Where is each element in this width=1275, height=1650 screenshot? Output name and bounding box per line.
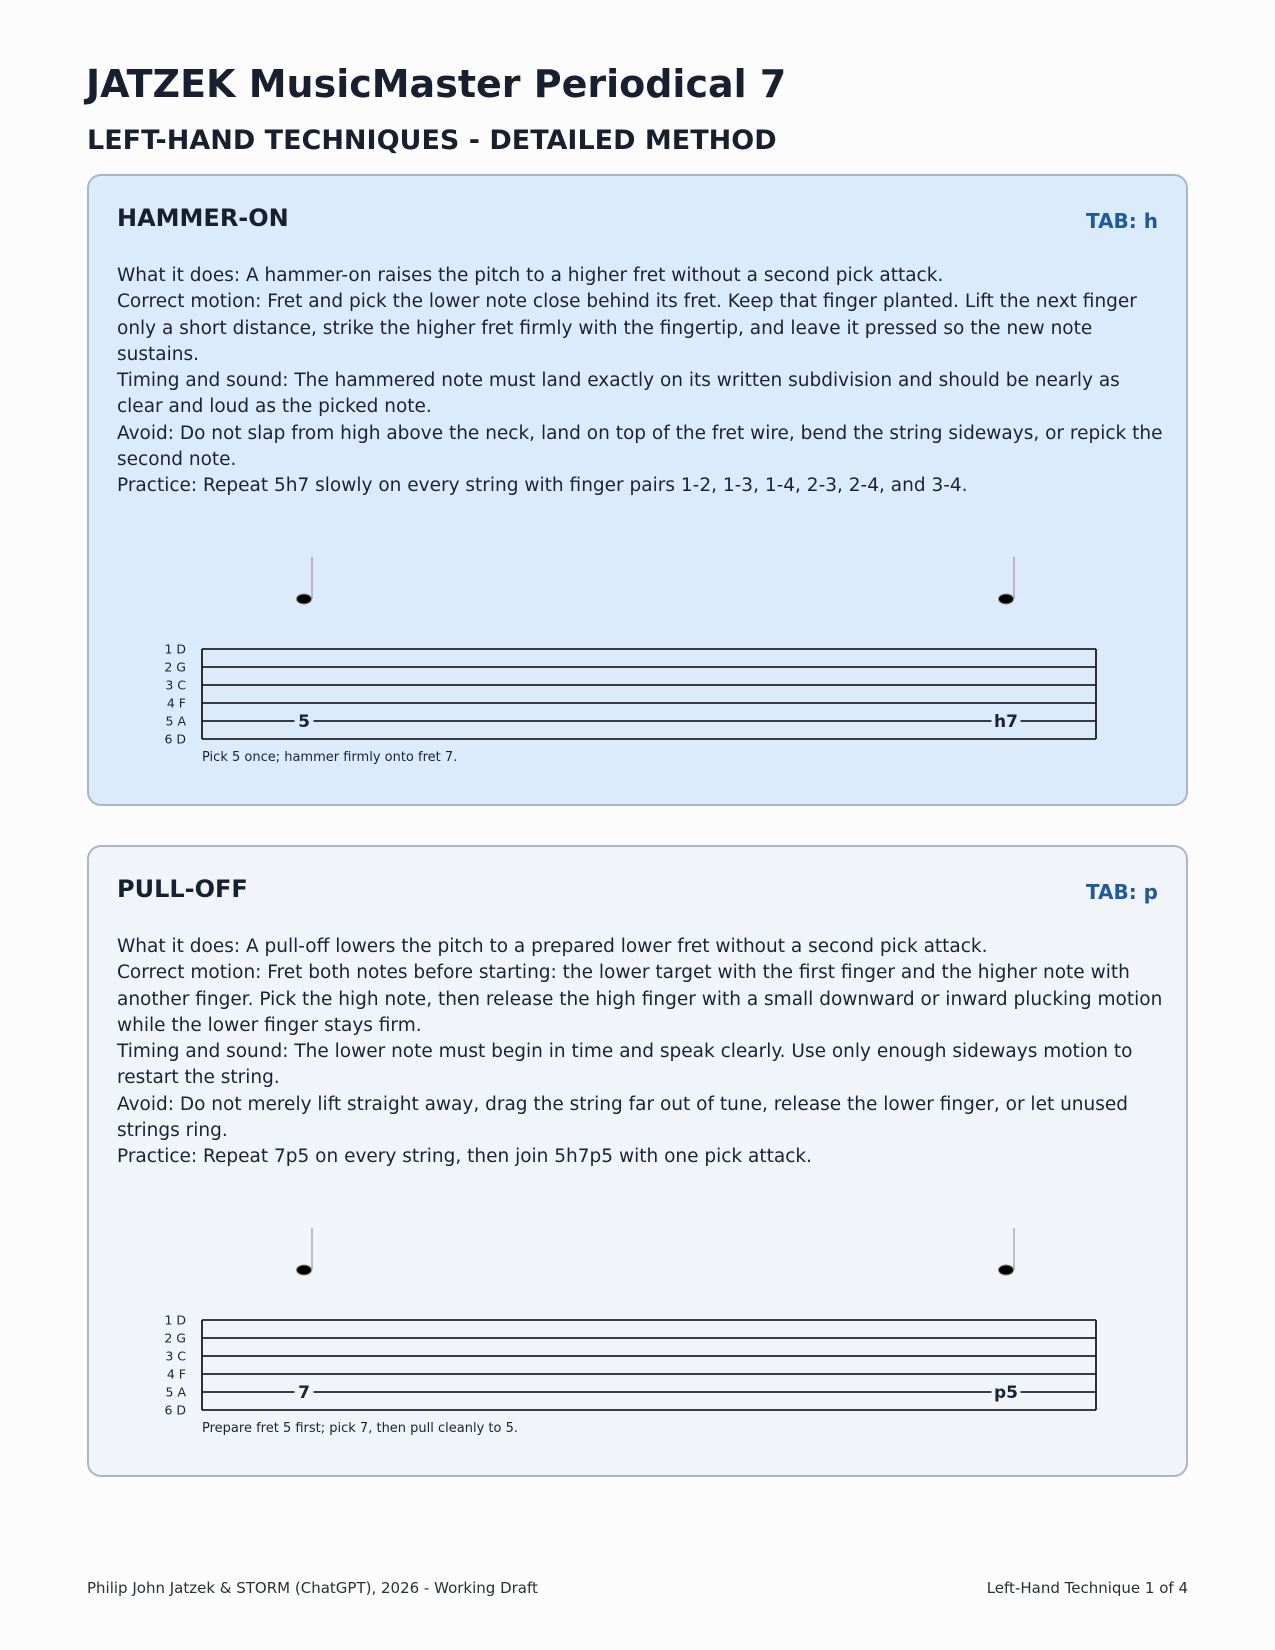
string-label: 2 G bbox=[164, 659, 186, 675]
tab-diagram bbox=[89, 1227, 1190, 1436]
description-paragraph: What it does: A pull-off lowers the pitch to a prepared lower fret without a second pick attack. bbox=[117, 936, 988, 957]
footer-credit: Philip John Jatzek & STORM (ChatGPT), 2026 - Working Draft bbox=[87, 1579, 538, 1597]
string-label: 1 D bbox=[164, 641, 186, 657]
string-label: 5 A bbox=[165, 713, 186, 729]
notehead-icon bbox=[297, 594, 312, 604]
avoid-paragraph: Avoid: Do not merely lift straight away, drag the string far out of tune, release the lower finger, or let unused strings ring. bbox=[117, 1093, 1129, 1142]
pull-off-section bbox=[87, 845, 1188, 1477]
fret-number: h7 bbox=[994, 712, 1018, 732]
tab-diagram bbox=[89, 556, 1190, 765]
fret-number: 5 bbox=[298, 712, 310, 732]
string-label: 5 A bbox=[165, 1384, 186, 1400]
practice-paragraph: Practice: Repeat 7p5 on every string, then join 5h7p5 with one pick attack. bbox=[117, 1146, 812, 1168]
section-heading: HAMMER-ON bbox=[117, 204, 289, 232]
practice-paragraph: Practice: Repeat 5h7 slowly on every string with finger pairs 1-2, 1-3, 1-4, 2-3, 2-4, and 3-4. bbox=[117, 475, 968, 497]
string-label: 2 G bbox=[164, 1330, 186, 1346]
avoid-paragraph: Avoid: Do not slap from high above the neck, land on top of the fret wire, bend the string sideways, or repick the second note. bbox=[117, 422, 1163, 471]
notehead-icon bbox=[999, 594, 1014, 604]
string-label: 3 C bbox=[165, 677, 186, 693]
notehead-icon bbox=[999, 1265, 1014, 1275]
motion-paragraph: Correct motion: Fret and pick the lower note close behind its fret. Keep that finger planted. Lift the next finger only a short distance, strike the higher fret firmly with the fingertip, and leave it pressed so the new note sustains. bbox=[117, 291, 1137, 365]
motion-paragraph: Correct motion: Fret both notes before starting: the lower target with the first finger and the higher note with another finger. Pick the high note, then release the high finger with a small downward or inward plucking motion while the lower finger stays firm. bbox=[117, 962, 1163, 1036]
string-label: 4 F bbox=[166, 695, 186, 711]
section-body bbox=[117, 263, 1167, 500]
footer-page-label: Left-Hand Technique 1 of 4 bbox=[986, 1579, 1188, 1597]
description-paragraph: What it does: A hammer-on raises the pitch to a higher fret without a second pick attack. bbox=[117, 265, 944, 286]
tab-symbol-label: TAB: h bbox=[1085, 209, 1158, 233]
timing-paragraph: Timing and sound: The hammered note must land exactly on its written subdivision and should be nearly as clear and loud as the picked note. bbox=[117, 370, 1120, 418]
fret-number: 7 bbox=[298, 1383, 310, 1403]
string-label: 6 D bbox=[164, 731, 186, 747]
tab-caption: Prepare fret 5 first; pick 7, then pull cleanly to 5. bbox=[202, 1421, 519, 1436]
hammer-on-section bbox=[87, 174, 1188, 806]
notehead-icon bbox=[297, 1265, 312, 1275]
tab-caption: Pick 5 once; hammer firmly onto fret 7. bbox=[202, 750, 458, 765]
section-heading: PULL-OFF bbox=[117, 875, 248, 903]
string-label: 4 F bbox=[166, 1366, 186, 1382]
tab-symbol-label: TAB: p bbox=[1085, 880, 1158, 904]
page-title: JATZEK MusicMaster Periodical 7 bbox=[86, 62, 787, 106]
string-label: 6 D bbox=[164, 1402, 186, 1418]
string-label: 3 C bbox=[165, 1348, 186, 1364]
timing-paragraph: Timing and sound: The lower note must begin in time and speak clearly. Use only enough sideways motion to restart the string. bbox=[117, 1041, 1133, 1089]
fret-number: p5 bbox=[994, 1383, 1018, 1403]
string-label: 1 D bbox=[164, 1312, 186, 1328]
page-subtitle: LEFT-HAND TECHNIQUES - DETAILED METHOD bbox=[87, 125, 777, 156]
section-body bbox=[117, 934, 1167, 1171]
